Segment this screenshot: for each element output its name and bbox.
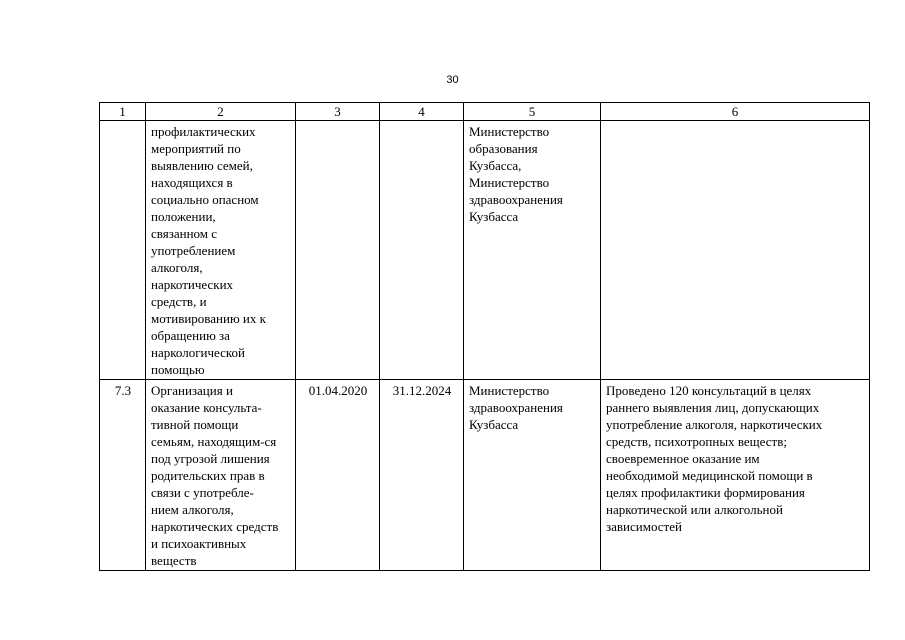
- executor-cell: Министерство здравоохранения Кузбасса: [464, 380, 601, 571]
- start-date-cell: 01.04.2020: [296, 380, 380, 571]
- header-col-5: 5: [464, 103, 601, 121]
- table-row: [100, 380, 870, 571]
- header-col-4: 4: [380, 103, 464, 121]
- header-row: [100, 103, 870, 121]
- header-col-1: 1: [100, 103, 146, 121]
- measure-cell: профилактических мероприятий по выявлению семей, находящихся в социально опасном положении, связанном с употреблением алкоголя, наркотических средств, и мотивированию их к обращению за наркологической помощью: [146, 121, 296, 380]
- header-col-3: 3: [296, 103, 380, 121]
- result-cell: Проведено 120 консультаций в целях раннего выявления лиц, допускающих употребление алкоголя, наркотических средств, психотропных веществ; своевременное оказание им необходимой медицинской помощи в целях профилактики формирования наркотической или алкогольной зависимостей: [601, 380, 870, 571]
- table-row: [100, 121, 870, 380]
- row-number-cell: 7.3: [100, 380, 146, 571]
- header-col-6: 6: [601, 103, 870, 121]
- header-col-2: 2: [146, 103, 296, 121]
- row-number-cell: [100, 121, 146, 380]
- start-date-cell: [296, 121, 380, 380]
- measure-cell: Организация и оказание консульта- тивной помощи семьям, находящим-ся под угрозой лишения родительских прав в связи с употребле- нием алкоголя, наркотических средств и психоактивных веществ: [146, 380, 296, 571]
- executor-cell: Министерство образования Кузбасса, Министерство здравоохранения Кузбасса: [464, 121, 601, 380]
- page-number: 30: [446, 74, 459, 86]
- end-date-cell: 31.12.2024: [380, 380, 464, 571]
- measures-table: [99, 102, 870, 571]
- end-date-cell: [380, 121, 464, 380]
- result-cell: [601, 121, 870, 380]
